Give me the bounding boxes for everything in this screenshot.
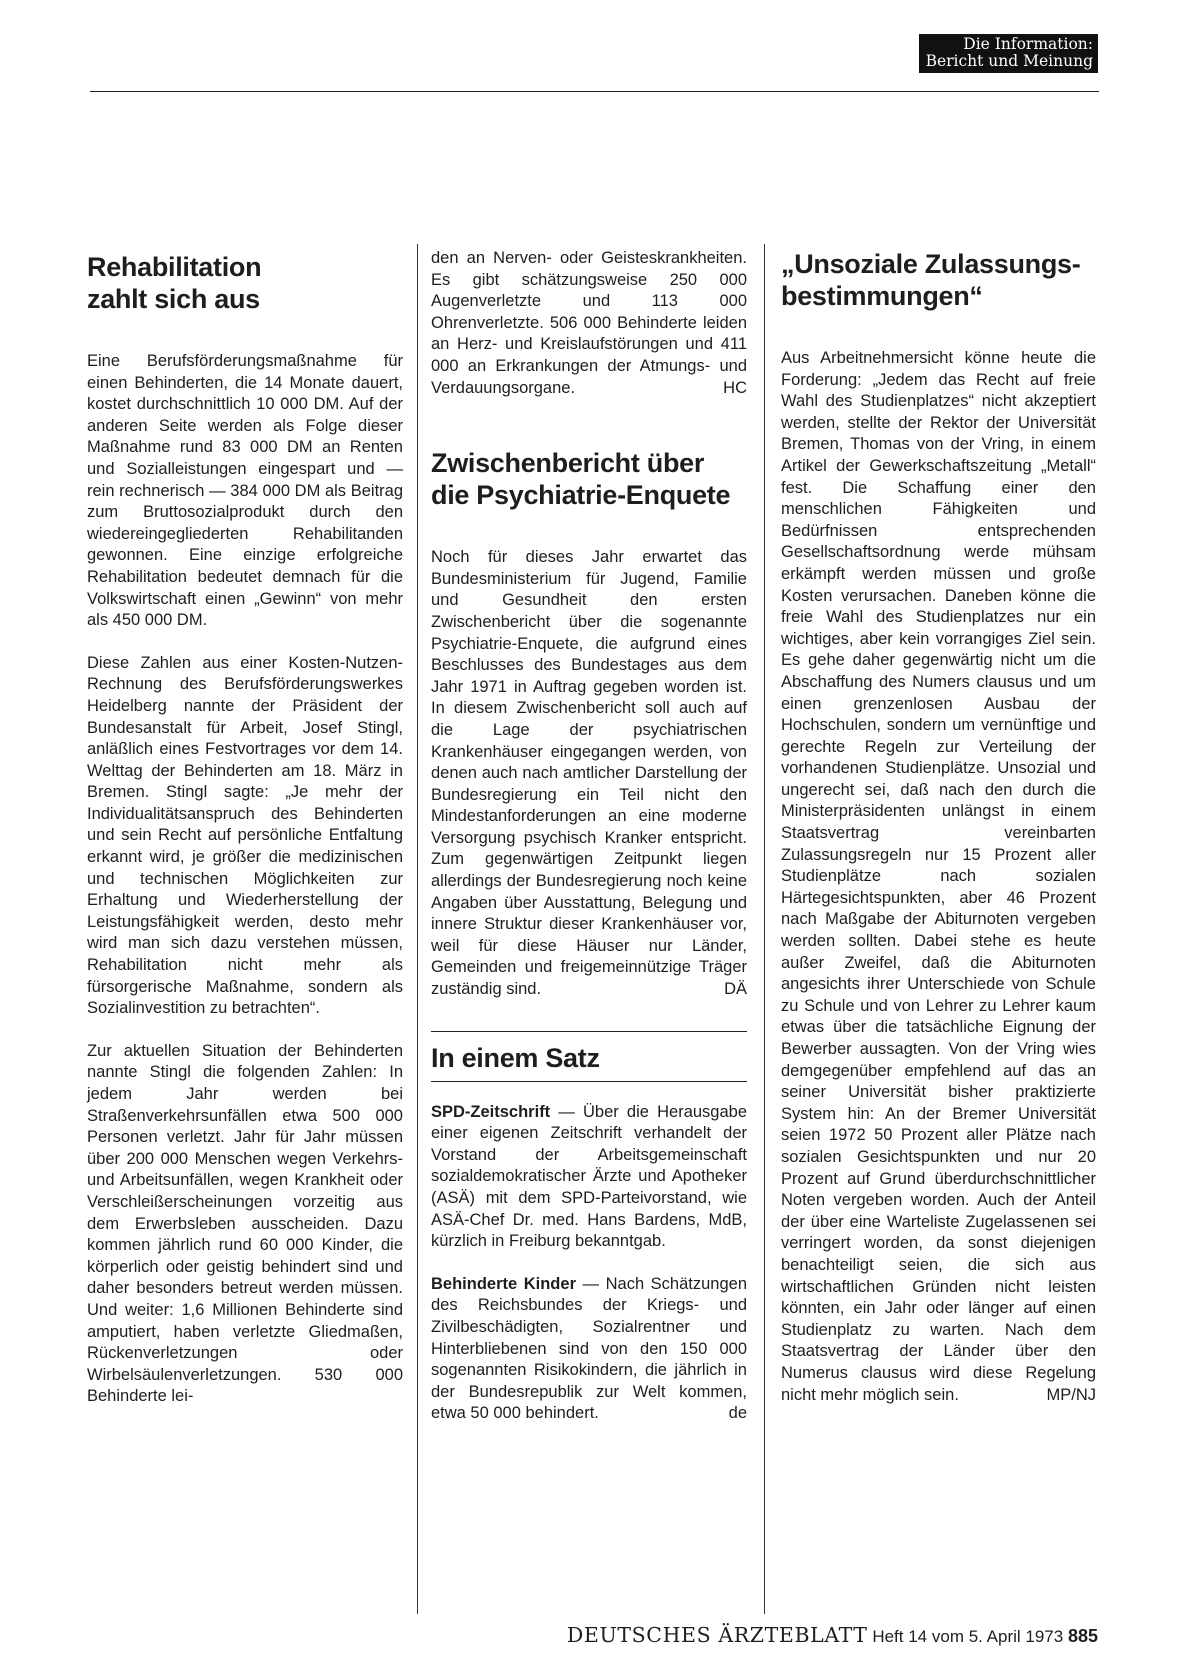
in-einem-satz-heading-block	[431, 1031, 747, 1082]
journal-name: DEUTSCHES ÄRZTEBLATT	[566, 1623, 868, 1647]
article-rehabilitation-title	[87, 251, 403, 315]
paragraph-text: den an Nerven- oder Geisteskrankheiten. Es gibt schätzungsweise 250 000 Augenverletzte und 113 000 Ohrenverletzte. 506 000 Behinderte leiden an Herz- und Kreislaufstörungen und 411 000 an Erkrankungen der Atmungs- und Verdauungsorgane.	[431, 249, 747, 397]
article-zulassung-title	[781, 248, 1096, 312]
section-label	[919, 34, 1098, 73]
author-signature: DÄ	[724, 980, 747, 999]
header-rule	[90, 91, 1099, 92]
author-signature: de	[728, 1404, 747, 1423]
news-item-text: — Über die Herausgabe einer eigenen Zeitschrift verhandelt der Vorstand der Arbeitsgemeinschaft sozialdemokratischer Ärzte und Apotheker (ASÄ) mit dem SPD-Parteivorstand, wie ASÄ-Chef Dr. med. Hans Bardens, MdB, kürzlich in Freiburg bekanntgab.	[431, 1102, 747, 1251]
article-psychiatrie-title	[431, 447, 747, 511]
news-item-keyword: Behinderte Kinder	[431, 1274, 576, 1293]
page-number: 885	[1067, 1626, 1098, 1646]
paragraph-text: Aus Arbeitnehmersicht könne heute die Forderung: „Jedem das Recht auf freie Wahl des Studienplatzes“ nicht akzeptiert werden, stellte der Rektor der Universität Bremen, Thomas von der Vring, in einem Artikel der Gewerkschaftszeitung „Metall“ fest. Die Schaffung einer den menschlichen Fähigkeiten und Bedürfnissen entsprechenden Gesellschaftsordnung werde mühsam erkämpft werden müssen und große Kosten verursachen. Daneben könne die freie Wahl des Studienplatzes nur ein wichtiges, aber kein vorrangiges Ziel sein. Es gehe daher gegenwärtig nicht um die Abschaffung des Numers clausus und um einen grenzenlosen Ausbau der Hochschulen, sondern um vernünftige und gerechte Regeln zur Verteilung der vorhandenen Studienplätze. Unsozial und ungerecht sei, daß nach den durch die Ministerpräsidenten unlängst in einem Staatsvertrag vereinbarten Zulassungsregeln nur 15 Prozent aller Studienplätze nach sozialen Härtegesichtspunkten, aber 46 Prozent nach Maßgabe der Abiturnoten vergeben werden sollten. Dabei stehe es heute außer Zweifel, daß die Abiturnoten angesichts ihrer Unterschiede von Schule zu Schule und von Lehrer zu Lehrer kaum etwas über die tatsächliche Eignung der Bewerber aussagten. Von der Vring wies demgegenüber empfehlend auf das an seiner Universität bisher praktizierte System hin: An der Bremer Universität seien 1972 50 Prozent aller Plätze nach sozialen Gesichtspunkten und nur 20 Prozent auf Grund überdurchschnittlicher Noten vergeben worden. Auch der Anteil der über eine Warteliste Zugelassenen sei verringert worden, da sonst diejenigen benachteiligt seien, die sich aus wirtschaftlichen Gründen nicht leisten könnten, ein Jahr oder länger auf einen Studienplatz zu warten. Nach dem Staatsvertrag der Länder über den Numerus clausus wird diese Regelung nicht mehr möglich sein.	[781, 349, 1096, 1404]
news-item-keyword: SPD-Zeitschrift	[431, 1102, 551, 1121]
page-footer	[567, 1623, 1098, 1647]
paragraph-text: Noch für dieses Jahr erwartet das Bundesministerium für Jugend, Familie und Gesundheit den ersten Zwischenbericht über die sogenannte Psychiatrie-Enquete, die aufgrund eines Beschlusses des Bundestages aus dem Jahr 1971 in Auftrag gegeben worden ist. In diesem Zwischenbericht soll auch auf die Lage der psychiatrischen Krankenhäuser eingegangen werden, von denen auch nach amtlicher Darstellung der Bundesregierung ein Teil nicht den Mindestanforderungen an eine moderne Versorgung psychisch Kranker entspricht. Zum gegenwärtigen Zeitpunkt liegen allerdings der Bundesregierung noch keine Angaben über Ausstattung, Belegung und innere Struktur dieser Krankenhäuser vor, weil für diese Häuser nur Länder, Gemeinden und freigemeinnützige Träger zuständig sind.	[431, 548, 747, 999]
column-divider-2	[764, 244, 765, 1614]
column-divider-1	[417, 244, 418, 1614]
paragraph: Zur aktuellen Situation der Behinderten nannte Stingl die folgenden Zahlen: In jedem Jahr werden bei Straßenverkehrsunfällen etwa 500 000 Personen verletzt. Jahr für Jahr müssen über 200 000 Menschen wegen Verkehrs- und Arbeitsunfällen, wegen Krankheit oder Verschleißerscheinungen vorzeitig aus dem Erwerbsleben ausscheiden. Dazu kommen jährlich rund 60 000 Kinder, die körperlich oder geistig behindert sind und daher besonders betreut werden müssen. Und weiter: 1,6 Millionen Behinderte sind amputiert, haben verletzte Gliedmaßen, Rückenverletzungen oder Wirbelsäulenverletzungen. 530 000 Behinderte lei-	[87, 1041, 403, 1406]
title-line: „Unsoziale Zulassungs-	[781, 249, 1081, 279]
article-in-einem-satz-title: In einem Satz	[431, 1042, 600, 1073]
paragraph: Eine Berufsförderungsmaßnahme für einen Behinderten, die 14 Monate dauert, kostet durchschnittlich 10 000 DM. Auf der anderen Seite werden als Folge dieser Maßnahme rund 83 000 DM an Renten und Sozialleistungen eingespart und — rein rechnerisch — 384 000 DM als Beitrag zum Bruttosozialprodukt durch den wiedereingegliederten Rehabilitanden gewonnen. Eine einzige erfolgreiche Rehabilitation bedeutet demnach für die Volkswirtschaft einen „Gewinn“ von mehr als 450 000 DM.	[87, 352, 403, 630]
title-line: zahlt sich aus	[87, 284, 260, 314]
news-item	[431, 1102, 747, 1253]
title-line: Rehabilitation	[87, 252, 262, 282]
author-signature: HC	[723, 378, 747, 397]
paragraph	[781, 348, 1096, 1406]
title-line: die Psychiatrie-Enquete	[431, 480, 731, 511]
title-line: Zwischenbericht über	[431, 448, 705, 479]
paragraph	[431, 547, 747, 1000]
section-label-line2: Bericht und Meinung	[925, 52, 1093, 70]
paragraph: Diese Zahlen aus einer Kosten-Nutzen-Rechnung des Berufsförderungswerkes Heidelberg nannte der Präsident der Bundesanstalt für Arbeit, Josef Stingl, anläßlich eines Festvortrages vor dem 14. Welttag der Behinderten am 18. März in Bremen. Stingl sagte: „Je mehr der Individualitätsanspruch des Behinderten und sein Recht auf persönliche Entfaltung erkannt wird, je größer die medizinischen und technischen Möglichkeiten zur Erhaltung und Wiederherstellung der Leistungsfähigkeit werden, desto mehr wird man sich dazu verstehen müssen, Rehabilitation nicht mehr als fürsorgerische Maßnahme, sondern als Sozialinvestition zu betrachten“.	[87, 653, 403, 1018]
news-item-text: — Nach Schätzungen des Reichsbundes der Kriegs- und Zivilbeschädigten, Sozialrentner und Hinterbliebenen sind von den 150 000 sogenannten Risikokindern, die jährlich in der Bundesrepublik zur Welt kommen, etwa 50 000 behindert.	[431, 1274, 747, 1423]
news-item	[431, 1274, 747, 1425]
column-1	[87, 248, 403, 1408]
column-3	[781, 248, 1096, 1406]
paragraph-continued	[431, 248, 747, 399]
author-signature: MP/NJ	[1046, 1385, 1096, 1404]
issue-info: Heft 14 vom 5. April 1973	[872, 1627, 1064, 1646]
column-2	[431, 248, 747, 1425]
section-label-line1: Die Information:	[963, 35, 1093, 53]
title-line: bestimmungen“	[781, 281, 983, 311]
